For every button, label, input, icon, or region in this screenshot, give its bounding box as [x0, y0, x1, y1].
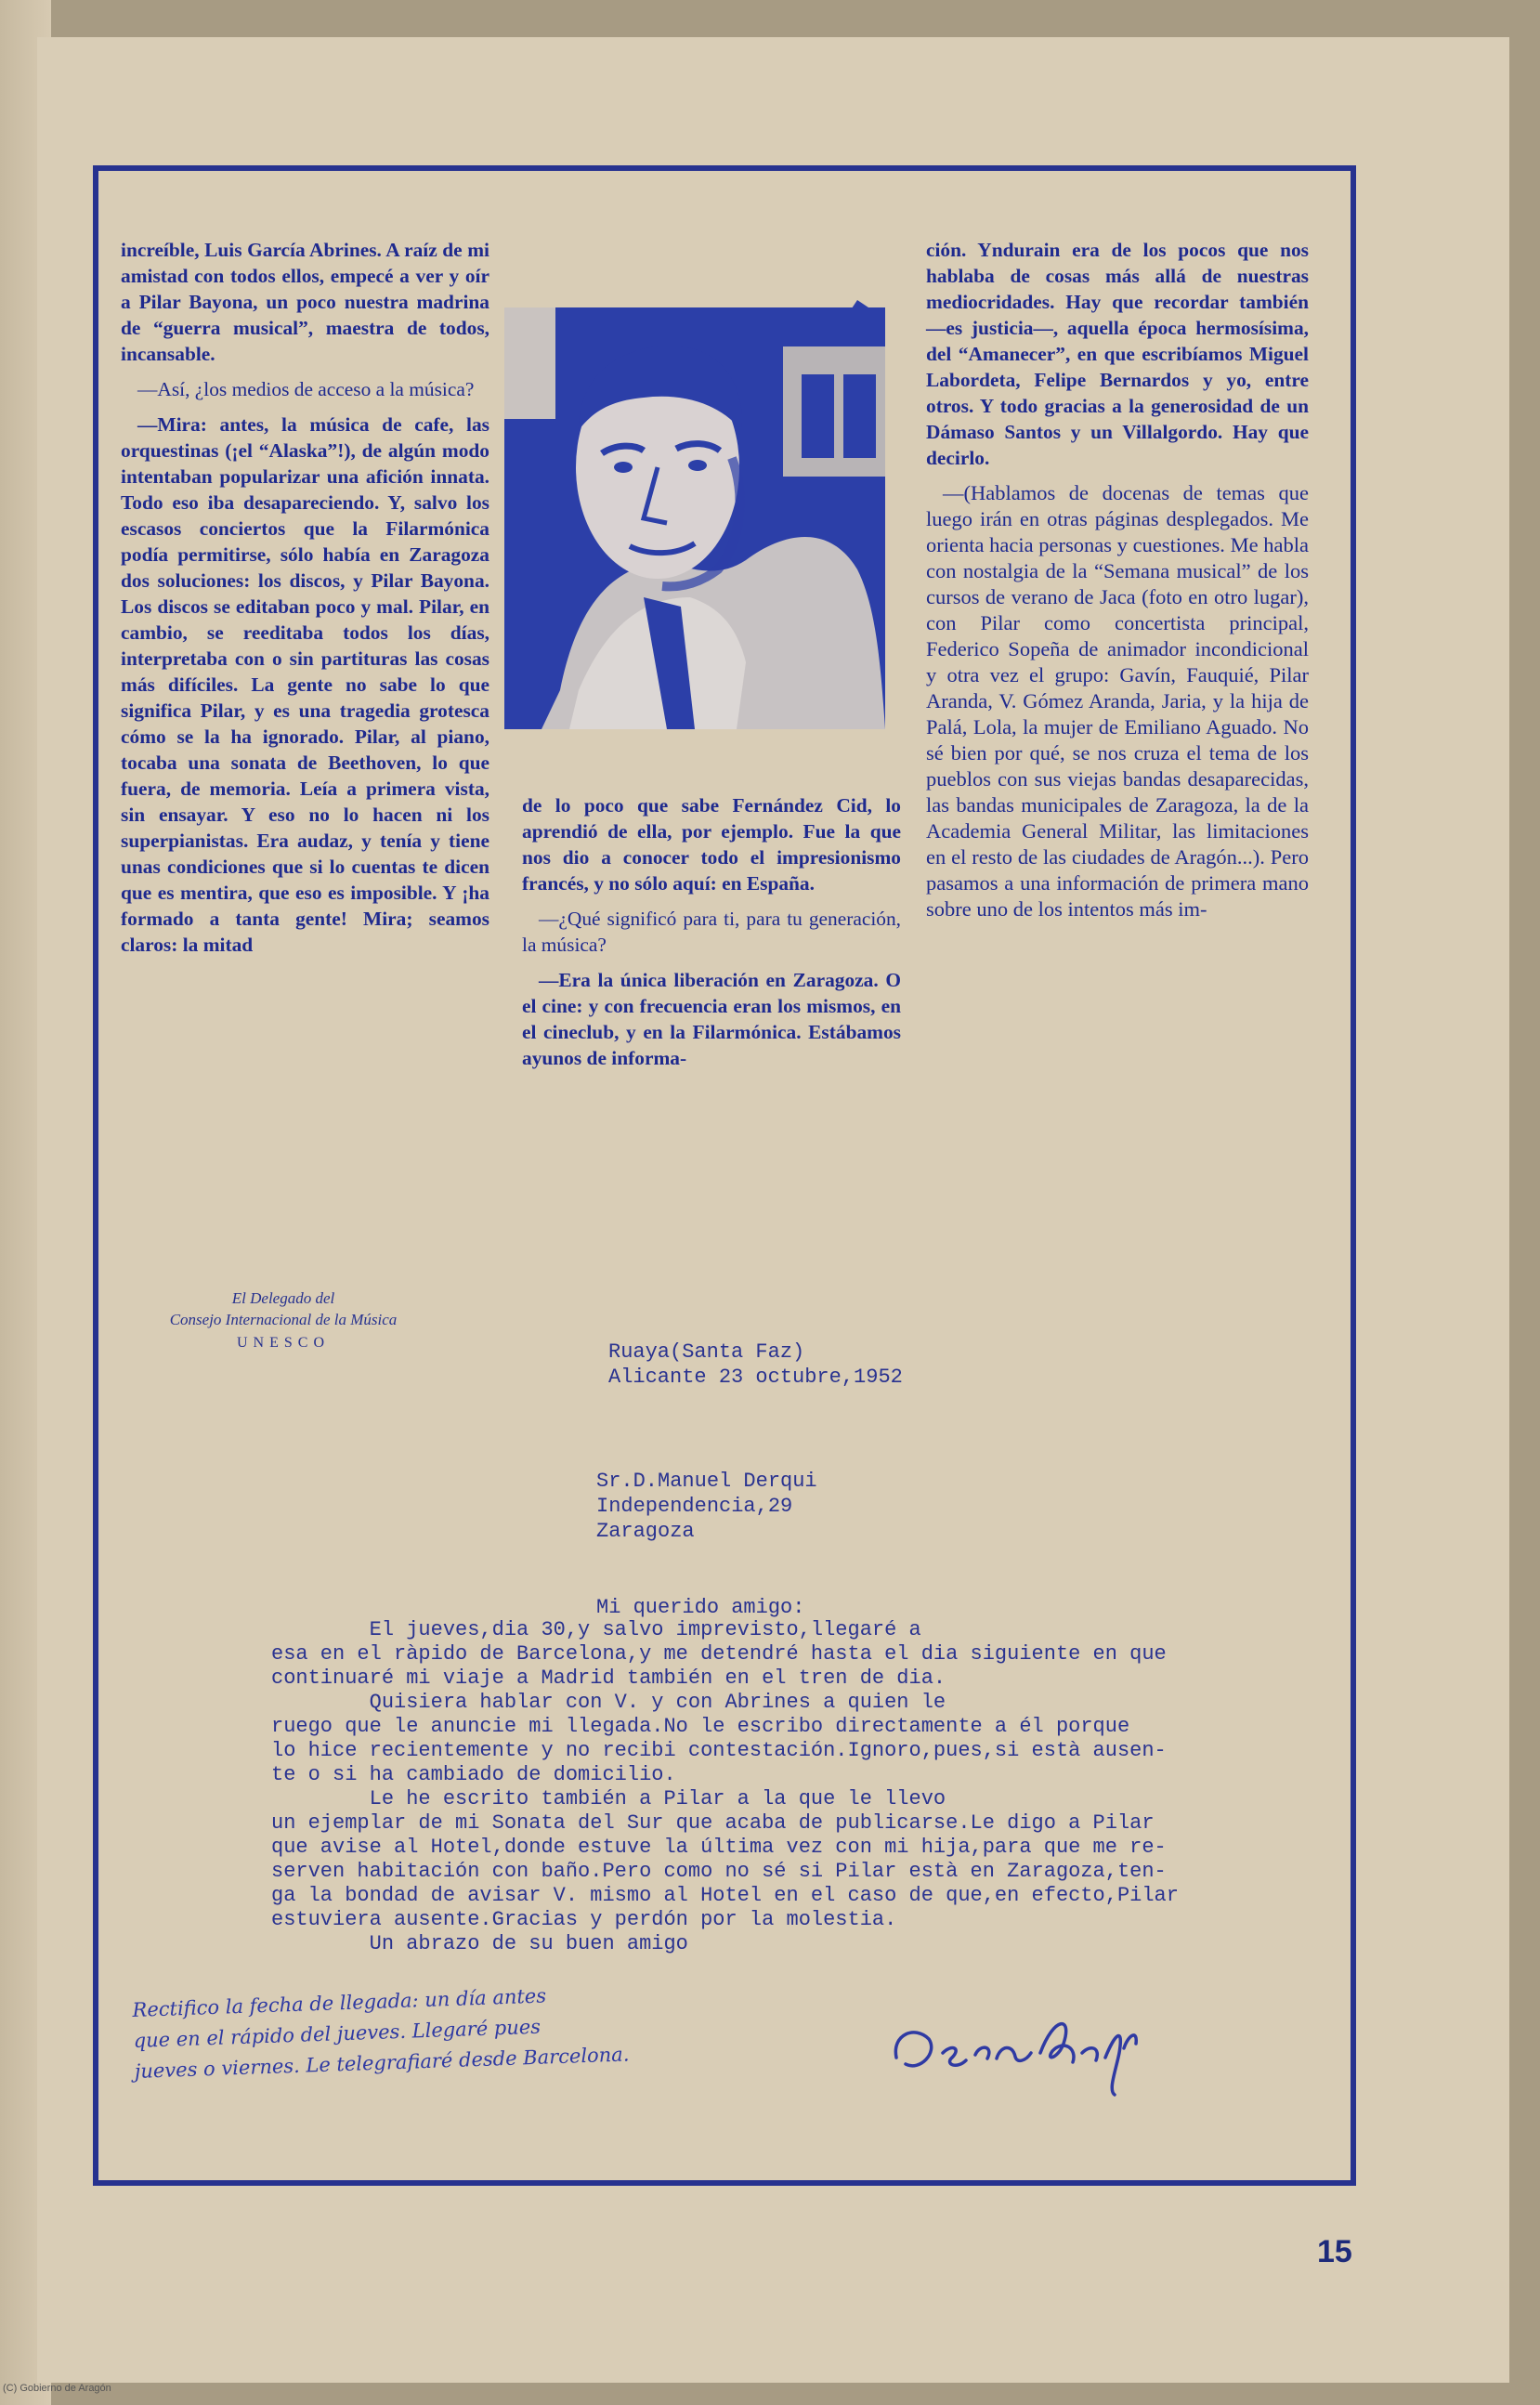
article-column-middle: [522, 792, 901, 1080]
letterhead-org: UNESCO: [236, 1335, 330, 1351]
letter-line: El jueves,dia 30,y salvo imprevisto,llegaré a: [271, 1618, 921, 1641]
handwritten-line: que en el rápido del jueves. Llegaré pues: [133, 2015, 542, 2052]
letterhead-line: Consejo Internacional de la Música: [169, 1311, 398, 1328]
letter-line: un ejemplar de mi Sonata del Sur que acaba de publicarse.Le digo a Pilar: [271, 1811, 1155, 1835]
letter-line: lo hice recientemente y no recibi contestación.Ignoro,pues,si està ausen-: [271, 1739, 1167, 1762]
letter-date: Alicante 23 octubre,1952: [608, 1366, 903, 1389]
interview-question: —¿Qué significó para ti, para tu generación, la música?: [522, 908, 901, 956]
article-paragraph: de lo poco que sabe Fernández Cid, lo aprendió de ella, por ejemplo. Fue la que nos dio a conocer todo el impresionismo francés, y no sólo aquí: en España.: [522, 794, 901, 895]
article-paragraph: —Mira: antes, la música de cafe, las orquestinas (¡el “Alaska”!), de algún modo intentaban popularizar una afición innata. Todo eso iba desapareciendo. Y, salvo los escasos conciertos que la Filarmónica podía permitirse, sólo había en Zaragoza dos soluciones: los discos, y Pilar Bayona. Los discos se editaban poco y mal. Pilar, en cambio, se reeditaba todos los días, interpretaba con o sin partituras las cosas más difíciles. La gente no sabe lo que significa Pilar, y es una tragedia grotesca cómo se la ha ignorado. Pilar, al piano, tocaba una sonata de Beethoven, lo que fuera, de memoria. Leía a primera vista, sin ensayar. Y eso no lo hacen ni los superpianistas. Era audaz, y tenía y tiene unas condiciones que si lo cuentas te dicen que es mentira, que eso es imposible. Y ¡ha formado a tanta gente! Mira; seamos claros: la mitad: [121, 413, 489, 956]
portrait-photo: [504, 291, 885, 729]
letter-line: ruego que le anuncie mi llegada.No le escribo directamente a él porque: [271, 1715, 1130, 1738]
letter-line: continuaré mi viaje a Madrid también en el tren de dia.: [271, 1667, 946, 1690]
letter-line: Quisiera hablar con V. y con Abrines a quien le: [271, 1691, 946, 1714]
letterhead-line: El Delegado del: [231, 1289, 335, 1307]
letter-greeting: Mi querido amigo:: [596, 1596, 805, 1619]
article-column-left: [121, 237, 489, 967]
signature: [887, 1997, 1184, 2099]
article-paragraph: increíble, Luis García Abrines. A raíz de mi amistad con todos ellos, empecé a ver y oír a Pilar Bayona, un poco nuestra madrina de “guerra musical”, maestra de todos, incansable.: [121, 239, 489, 365]
letter-line: Le he escrito también a Pilar a la que le llevo: [271, 1787, 946, 1810]
handwritten-line: jueves o viernes. Le telegrafiaré desde Barcelona.: [134, 2043, 630, 2083]
recipient-city: Zaragoza: [596, 1520, 695, 1543]
article-column-right: [926, 237, 1309, 932]
recipient-street: Independencia,29: [596, 1495, 793, 1518]
article-paragraph: —Era la única liberación en Zaragoza. O el cine: y con frecuencia eran los mismos, en el cineclub, y en la Filarmónica. Estábamos ayunos de informa-: [522, 969, 901, 1069]
footer-credit: (C) Gobierno de Aragón: [3, 2383, 111, 2394]
article-paragraph: —(Hablamos de docenas de temas que luego irán en otras páginas desplegados. Me orienta hacia personas y cuestiones. Me habla con nostalgia de la “Semana musical” de los cursos de verano de Jaca (foto en otro lugar), con Pilar como concertista principal, Federico Sopeña de animador incondicional y otra vez el grupo: Gavín, Fauquié, Pilar Aranda, V. Gómez Aranda, Jaria, y la hija de Palá, Lola, la mujer de Emiliano Aguado. No sé bien por qué, se nos cruza el tema de los pueblos con sus viejas bandas desaparecidas, las bandas municipales de Zaragoza, la de la Academia General Militar, las limitaciones en el resto de las ciudades de Aragón...). Pero pasamos a una información de primera mano sobre uno de los intentos más im-: [926, 481, 1309, 921]
letter-line: ga la bondad de avisar V. mismo al Hotel en el caso de que,en efecto,Pilar: [271, 1884, 1179, 1907]
letter-line: que avise al Hotel,donde estuve la última vez con mi hija,para que me re-: [271, 1836, 1167, 1859]
handwritten-line: Rectifico la fecha de llegada: un día antes: [132, 1984, 547, 2021]
letter-line: serven habitación con baño.Pero como no sé si Pilar està en Zaragoza,ten-: [271, 1860, 1167, 1883]
letter-line: Un abrazo de su buen amigo: [271, 1932, 688, 1955]
letter-body: [271, 1618, 1179, 1956]
page-number: 15: [1317, 2234, 1352, 2269]
letter-place: Ruaya(Santa Faz): [608, 1340, 805, 1364]
recipient-name: Sr.D.Manuel Derqui: [596, 1470, 817, 1493]
letter-line: te o si ha cambiado de domicilio.: [271, 1763, 676, 1786]
article-paragraph: ción. Yndurain era de los pocos que nos hablaba de cosas más allá de nuestras mediocridades. Hay que recordar también —es justicia—, aquella época hermosísima, del “Amanecer”, en que escribíamos Miguel Labordeta, Felipe Bernardos y yo, entre otros. Y todo gracias a la generosidad de un Dámaso Santos y un Villalgordo. Hay que decirlo.: [926, 239, 1309, 469]
letterhead: [130, 1287, 437, 1353]
letter-line: esa en el ràpido de Barcelona,y me detendré hasta el dia siguiente en que: [271, 1642, 1167, 1666]
letter-line: estuviera ausente.Gracias y perdón por la molestia.: [271, 1908, 897, 1931]
interview-question: —Así, ¿los medios de acceso a la música?: [137, 378, 475, 400]
